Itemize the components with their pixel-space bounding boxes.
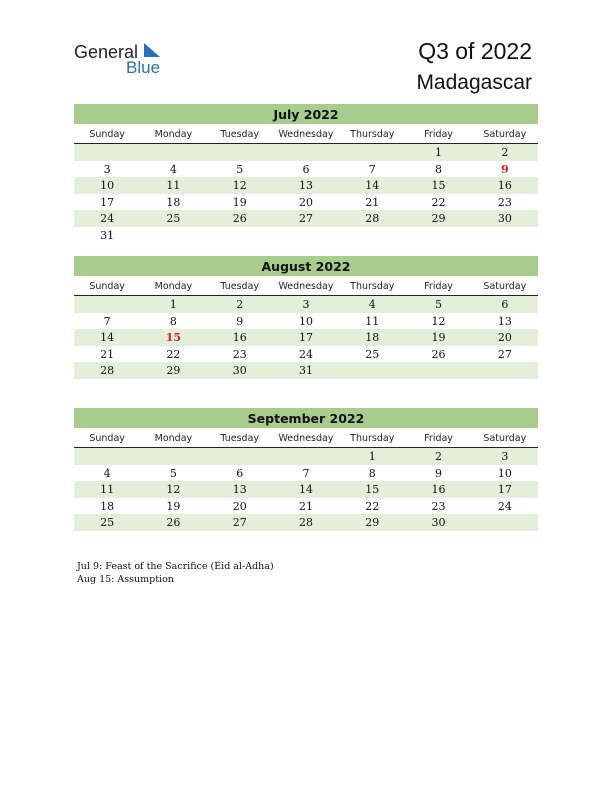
day-cell: 28: [298, 516, 313, 529]
day-cell: 31: [298, 364, 313, 377]
day-cell: 27: [232, 516, 247, 529]
day-cell: 9: [236, 314, 244, 328]
day-cell: 26: [166, 516, 181, 529]
weekday-label: Wednesday: [278, 433, 334, 444]
day-cell: 4: [103, 466, 111, 480]
day-cell: 22: [166, 347, 181, 361]
day-cell: 2: [501, 146, 509, 159]
empty-day-cell: [74, 296, 140, 313]
general-blue-logo: [74, 42, 184, 78]
weekday-header-row: [74, 431, 538, 448]
day-cell: 24: [298, 347, 313, 361]
day-cell: 25: [365, 347, 380, 361]
weekday-label: Wednesday: [278, 281, 334, 292]
week-row: [74, 481, 538, 498]
day-cell: 10: [298, 314, 313, 328]
day-cell: 12: [431, 314, 446, 328]
weekday-label: Saturday: [483, 129, 527, 140]
day-cell: 28: [100, 364, 115, 377]
empty-day-cell: [140, 144, 206, 161]
week-row: [74, 329, 538, 346]
week-row: [74, 161, 538, 178]
weekday-label: Monday: [154, 129, 193, 140]
weekday-label: Monday: [154, 433, 193, 444]
day-cell: 16: [232, 331, 247, 344]
day-cell: 6: [501, 298, 509, 311]
day-cell: 9: [501, 162, 509, 176]
day-cell: 17: [298, 331, 313, 344]
day-cell: 26: [232, 212, 247, 225]
weekday-label: Wednesday: [278, 129, 334, 140]
logo-word-blue: Blue: [126, 58, 161, 77]
day-cell: 30: [431, 516, 446, 529]
weekday-header-row: [74, 279, 538, 296]
week-row: [74, 144, 538, 161]
empty-day-cell: [207, 144, 273, 161]
day-cell: 21: [298, 499, 313, 513]
empty-day-cell: [74, 448, 140, 465]
day-cell: 20: [298, 195, 313, 209]
weekday-label: Thursday: [350, 433, 395, 444]
week-row: [74, 465, 538, 482]
day-cell: 20: [497, 331, 512, 344]
weekday-label: Tuesday: [220, 129, 260, 140]
weekday-label: Friday: [424, 281, 453, 292]
month-calendar-july: [74, 104, 538, 243]
empty-day-cell: [405, 227, 471, 244]
day-cell: 2: [435, 450, 443, 463]
day-cell: 4: [368, 298, 376, 311]
day-cell: 5: [169, 466, 177, 480]
day-cell: 15: [365, 483, 380, 496]
day-cell: 25: [166, 212, 181, 225]
day-cell: 24: [497, 499, 512, 513]
empty-day-cell: [339, 144, 405, 161]
day-cell: 7: [302, 466, 310, 480]
day-cell: 3: [501, 450, 509, 463]
day-cell: 14: [100, 331, 115, 344]
week-row: [74, 227, 538, 244]
day-cell: 11: [365, 314, 380, 328]
weekday-label: Tuesday: [220, 281, 260, 292]
day-cell: 14: [298, 483, 313, 496]
day-cell: 10: [100, 179, 115, 192]
weekday-label: Thursday: [350, 281, 395, 292]
empty-day-cell: [207, 227, 273, 244]
month-title: July 2022: [74, 104, 538, 124]
day-cell: 7: [103, 314, 111, 328]
weekday-label: Tuesday: [220, 433, 260, 444]
day-cell: 23: [497, 195, 512, 209]
day-cell: 13: [298, 179, 313, 192]
weekday-label: Friday: [424, 433, 453, 444]
day-cell: 8: [368, 466, 376, 480]
day-cell: 14: [365, 179, 380, 192]
empty-day-cell: [472, 362, 538, 379]
day-cell: 19: [431, 331, 446, 344]
weekday-label: Sunday: [89, 129, 125, 140]
empty-day-cell: [74, 144, 140, 161]
day-cell: 27: [497, 347, 512, 361]
day-cell: 18: [100, 499, 115, 513]
day-cell: 6: [302, 162, 310, 176]
day-cell: 3: [103, 162, 111, 176]
day-cell: 26: [431, 347, 446, 361]
week-row: [74, 210, 538, 227]
day-cell: 3: [302, 298, 310, 311]
empty-day-cell: [339, 227, 405, 244]
day-cell: 1: [435, 146, 443, 159]
day-cell: 13: [497, 314, 512, 328]
weekday-header-row: [74, 127, 538, 144]
week-row: [74, 448, 538, 465]
day-cell: 10: [497, 466, 512, 480]
weekday-label: Saturday: [483, 281, 527, 292]
empty-day-cell: [472, 514, 538, 531]
week-row: [74, 498, 538, 515]
month-title: August 2022: [74, 256, 538, 276]
day-cell: 8: [435, 162, 443, 176]
empty-day-cell: [273, 227, 339, 244]
day-cell: 4: [169, 162, 177, 176]
empty-day-cell: [207, 448, 273, 465]
day-cell: 6: [236, 466, 244, 480]
day-cell: 1: [368, 450, 376, 463]
day-cell: 29: [431, 212, 446, 225]
empty-day-cell: [140, 227, 206, 244]
day-cell: 21: [365, 195, 380, 209]
month-calendar-august: [74, 256, 538, 379]
week-row: [74, 177, 538, 194]
day-cell: 31: [100, 228, 115, 242]
weekday-label: Saturday: [483, 433, 527, 444]
weekday-label: Sunday: [89, 433, 125, 444]
day-cell: 15: [431, 179, 446, 192]
day-cell: 5: [435, 298, 443, 311]
day-cell: 22: [365, 499, 380, 513]
day-cell: 29: [365, 516, 380, 529]
logo-word-general: General: [74, 42, 139, 62]
empty-day-cell: [472, 227, 538, 244]
day-cell: 17: [497, 483, 512, 496]
day-cell: 18: [166, 195, 181, 209]
day-cell: 2: [236, 298, 244, 311]
day-cell: 1: [169, 298, 177, 311]
week-row: [74, 362, 538, 379]
day-cell: 12: [166, 483, 181, 496]
day-cell: 12: [232, 179, 247, 192]
weekday-label: Monday: [154, 281, 193, 292]
day-cell: 5: [236, 162, 244, 176]
week-row: [74, 194, 538, 211]
day-cell: 13: [232, 483, 247, 496]
day-cell: 23: [431, 499, 446, 513]
day-cell: 16: [431, 483, 446, 496]
week-row: [74, 514, 538, 531]
day-cell: 30: [232, 364, 247, 377]
month-calendar-september: [74, 408, 538, 531]
page-title: Q3 of 2022: [418, 38, 532, 64]
day-cell: 19: [232, 195, 247, 209]
empty-day-cell: [273, 144, 339, 161]
day-cell: 15: [165, 331, 182, 344]
week-row: [74, 346, 538, 363]
day-cell: 29: [166, 364, 181, 377]
empty-day-cell: [405, 362, 471, 379]
day-cell: 9: [435, 466, 443, 480]
logo-triangle-icon: [142, 43, 162, 59]
weekday-label: Friday: [424, 129, 453, 140]
country-name: Madagascar: [416, 71, 532, 94]
week-row: [74, 313, 538, 330]
day-cell: 20: [232, 499, 247, 513]
day-cell: 25: [100, 516, 115, 529]
holiday-notes: [77, 560, 274, 586]
week-row: [74, 296, 538, 313]
day-cell: 7: [368, 162, 376, 176]
day-cell: 18: [365, 331, 380, 344]
day-cell: 8: [169, 314, 177, 328]
weekday-label: Thursday: [350, 129, 395, 140]
holiday-note: Jul 9: Feast of the Sacrifice (Eid al-Adha): [77, 561, 274, 572]
day-cell: 19: [166, 499, 181, 513]
empty-day-cell: [140, 448, 206, 465]
empty-day-cell: [273, 448, 339, 465]
empty-day-cell: [339, 362, 405, 379]
day-cell: 28: [365, 212, 380, 225]
day-cell: 17: [100, 195, 115, 209]
day-cell: 24: [100, 212, 115, 225]
day-cell: 11: [166, 179, 181, 192]
day-cell: 11: [100, 483, 115, 496]
month-title: September 2022: [74, 408, 538, 428]
weekday-label: Sunday: [89, 281, 125, 292]
day-cell: 16: [497, 179, 512, 192]
holiday-note: Aug 15: Assumption: [77, 574, 174, 585]
day-cell: 22: [431, 195, 446, 209]
day-cell: 27: [298, 212, 313, 225]
day-cell: 21: [100, 347, 115, 361]
day-cell: 23: [232, 347, 247, 361]
day-cell: 30: [497, 212, 512, 225]
